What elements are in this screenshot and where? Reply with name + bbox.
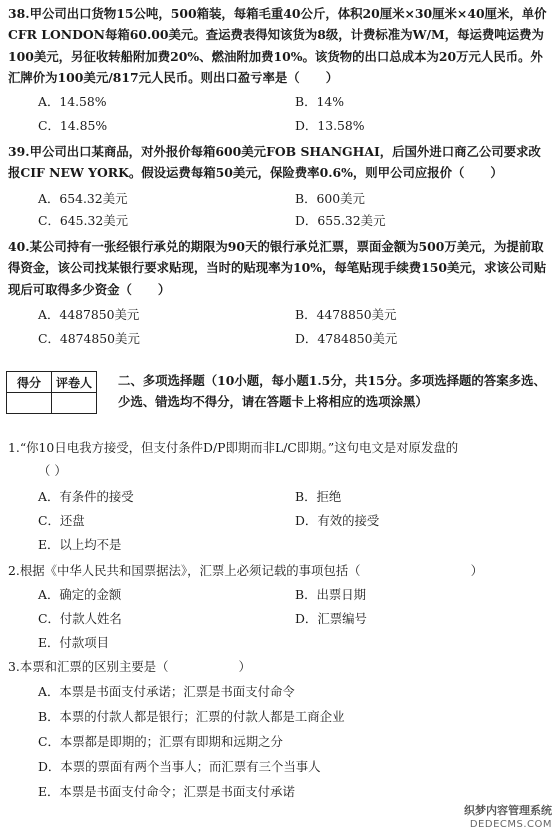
option-d: D．本票的票面有两个当事人；而汇票有三个当事人 xyxy=(38,759,321,774)
question-text: 根据《中华人民共和国票据法》，汇票上必须记载的事项包括（ xyxy=(19,563,361,578)
grader-header: 评卷人 xyxy=(52,372,97,393)
paren-close: ） xyxy=(490,165,503,181)
option-a: A．本票是书面支付承诺；汇票是书面支付命令 xyxy=(38,684,295,699)
option-b: B．本票的付款人都是银行；汇票的付款人都是工商企业 xyxy=(38,709,345,724)
watermark-logo xyxy=(424,804,552,832)
question-m1 xyxy=(8,437,548,458)
question-number: 3. xyxy=(8,659,20,674)
option-b: B．出票日期 xyxy=(295,587,367,602)
option-c: C．645.32美元 xyxy=(38,213,129,228)
question-number: 2. xyxy=(8,563,20,578)
option-b: B．4478850美元 xyxy=(295,307,397,322)
option-d: D．4784850美元 xyxy=(295,331,398,346)
option-a: A．14.58% xyxy=(38,94,107,109)
option-c: C．14.85% xyxy=(38,118,108,133)
question-paren: （ ） xyxy=(38,463,67,478)
watermark-url: DEDECMS.COM xyxy=(469,819,552,830)
question-text: 甲公司出口货物15公吨，500箱装，每箱毛重40公斤，体积20厘米×30厘米×40厘米，单价CFR LONDON每箱60.00美元。查运费表得知该货为8级，计费标准为W/M，每运费吨运费为100美元，另征收转船附加费20%、燃油附加费10%。该货物的出口总成本为20万元人民币。外汇牌价为100美元/817元人民币。则出口盈亏率是（ xyxy=(8,6,547,85)
option-a: A．有条件的接受 xyxy=(38,489,134,504)
option-b: B．拒绝 xyxy=(295,489,342,504)
option-a: A．654.32美元 xyxy=(38,191,128,206)
question-text: 甲公司出口某商品，对外报价每箱600美元FOB SHANGHAI，后国外进口商乙公司要求改报CIF NEW YORK。假设运费每箱50美元，保险费率0.6%，则甲公司应报价（ xyxy=(8,144,541,181)
question-39 xyxy=(8,141,548,184)
score-header: 得分 xyxy=(7,372,52,393)
question-number: 39. xyxy=(8,144,30,159)
score-cell[interactable] xyxy=(7,393,52,414)
paren-close: ） xyxy=(325,69,339,85)
option-d: D．有效的接受 xyxy=(295,513,380,528)
section-2-heading: 二、多项选择题（10小题，每小题1.5分，共15分。多项选择题的答案多选、少选、错选均不得分，请在答题卡上将相应的选项涂黑） xyxy=(118,373,546,409)
option-b: B．600美元 xyxy=(295,191,365,206)
option-c: C．4874850美元 xyxy=(38,331,140,346)
watermark-text: 织梦内容管理系统 xyxy=(464,804,552,817)
question-m3 xyxy=(8,656,548,677)
question-40 xyxy=(8,236,548,300)
option-d: D．655.32美元 xyxy=(295,213,386,228)
question-text: 某公司持有一张经银行承兑的期限为90天的银行承兑汇票，票面金额为500万美元，为提前取得资金，该公司找某银行要求贴现，当时的贴现率为10%，每笔贴现手续费150美元，求该公司贴现后可取得多少资金（ xyxy=(8,239,547,297)
option-c: C．付款人姓名 xyxy=(38,611,122,626)
question-text: “你10日电我方接受，但支付条件D/P即期而非L/C即期。”这句电文是对原发盘的 xyxy=(19,440,459,455)
option-e: E．付款项目 xyxy=(38,635,109,650)
option-a: A．确定的金额 xyxy=(38,587,122,602)
grader-cell[interactable] xyxy=(52,393,97,414)
option-d: D．汇票编号 xyxy=(295,611,367,626)
option-d: D．13.58% xyxy=(295,118,365,133)
paren-close: ） xyxy=(238,659,251,674)
paren-close: ） xyxy=(470,563,483,578)
paren-close: ） xyxy=(157,281,171,297)
option-c: C．还盘 xyxy=(38,513,85,528)
option-e: E．本票是书面支付命令；汇票是书面支付承诺 xyxy=(38,784,295,799)
option-c: C．本票都是即期的；汇票有即期和远期之分 xyxy=(38,734,283,749)
question-text: 本票和汇票的区别主要是（ xyxy=(19,659,169,674)
question-38 xyxy=(8,3,548,88)
option-b: B．14% xyxy=(295,94,345,109)
question-m2 xyxy=(8,560,548,581)
question-number: 1. xyxy=(8,440,20,455)
question-number: 38. xyxy=(8,6,30,21)
score-table xyxy=(6,371,97,414)
option-e: E．以上均不是 xyxy=(38,537,122,552)
option-a: A．4487850美元 xyxy=(38,307,140,322)
question-number: 40. xyxy=(8,239,30,254)
